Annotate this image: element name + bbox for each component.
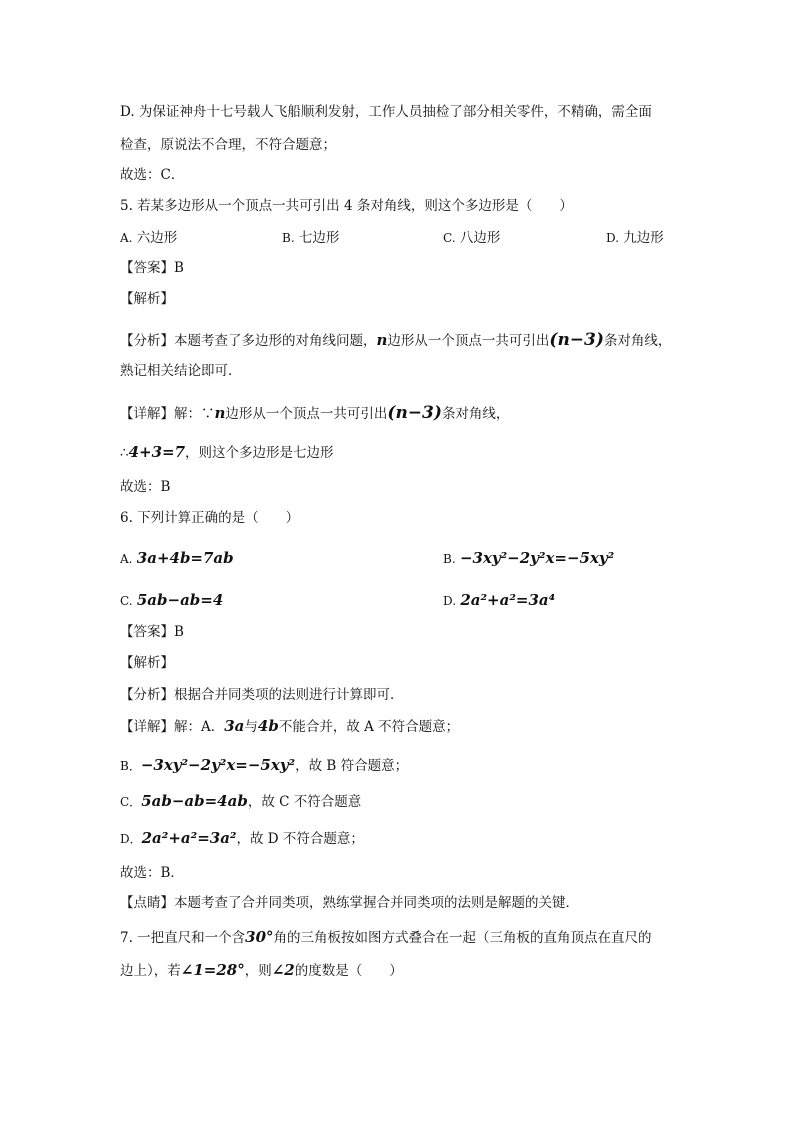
- q6-xiangjie-c: [120, 791, 361, 812]
- xiangjie-text: ，故 D 不符合题意；: [236, 831, 364, 847]
- math-expr: 4b: [257, 717, 279, 735]
- q7-text: ，则: [244, 963, 272, 979]
- math-expr: (n−3): [387, 403, 442, 423]
- q7-stem-line2: [120, 960, 403, 981]
- q5-analysis-title: 【解析】: [120, 291, 174, 307]
- xiangjie-text: ，故 C 不符合题意: [247, 794, 362, 810]
- q7-stem-line1: [120, 927, 652, 948]
- xiangjie-text: 【详解】解：∵: [120, 406, 215, 422]
- fenxi-text: 边形从一个顶点一共可引出: [387, 333, 550, 349]
- xiangjie-key: B．: [120, 759, 141, 773]
- option-text: 九边形: [623, 230, 664, 246]
- xiangjie-text: 【详解】解：A．: [120, 719, 225, 735]
- q6-option-a: [120, 548, 234, 569]
- q6-option-b: [443, 548, 614, 569]
- q6-fenxi: 【分析】根据合并同类项的法则进行计算即可．: [120, 687, 404, 703]
- therefore-symbol: ∴: [120, 445, 129, 461]
- q5-calc: [120, 442, 334, 463]
- math-expr: 2a²+a²=3a²: [141, 829, 237, 847]
- option-expr: −3xy²−2y²x=−5xy²: [459, 549, 615, 567]
- q6-xiangjie-d: [120, 828, 364, 849]
- xiangjie-text: 边形从一个顶点一共可引出: [225, 406, 388, 422]
- option-key: B.: [443, 552, 456, 566]
- q6-answer: 【答案】B: [120, 624, 184, 640]
- q5-fenxi-line2: 熟记相关结论即可．: [120, 363, 242, 379]
- q5-choice: 故选：B: [120, 479, 171, 495]
- xiangjie-text: 条对角线，: [441, 406, 510, 422]
- option-d-explanation-line2: 检查，原说法不合理，不符合题意；: [120, 137, 336, 153]
- q6-option-d: [443, 590, 555, 611]
- xiangjie-key: C．: [120, 795, 142, 809]
- option-key: B.: [282, 231, 295, 245]
- math-angle1: ∠1=28°: [180, 961, 245, 979]
- q6-analysis-title: 【解析】: [120, 655, 174, 671]
- option-key: D.: [443, 594, 457, 608]
- q7-text: 边上），若: [120, 963, 181, 979]
- q6-xiangjie-b: [120, 755, 408, 776]
- q5-option-a: [120, 228, 177, 248]
- xiangjie-text: 与: [244, 719, 258, 735]
- math-calc: 4+3=7: [128, 443, 186, 461]
- option-text: 六边形: [136, 230, 178, 246]
- option-expr: 2a²+a²=3a⁴: [460, 591, 556, 609]
- q5-fenxi: [120, 330, 671, 351]
- q5-option-b: [282, 228, 339, 248]
- math-expr: (n−3): [549, 330, 604, 350]
- math-angle2: ∠2: [271, 961, 295, 979]
- math-n: n: [214, 404, 226, 422]
- q6-option-c: [120, 590, 223, 611]
- option-expr: 3a+4b=7ab: [136, 549, 234, 567]
- option-text: 八边形: [459, 230, 501, 246]
- option-expr: 5ab−ab=4: [136, 591, 224, 609]
- option-key: A.: [120, 552, 133, 566]
- xiangjie-key: D．: [120, 832, 142, 846]
- q6-dianjing: 【点睛】本题考查了合并同类项，熟练掌握合并同类项的法则是解题的关键．: [120, 895, 579, 911]
- option-text: 七边形: [298, 230, 340, 246]
- option-key: D.: [606, 231, 620, 245]
- q6-stem: 6. 下列计算正确的是（ ）: [120, 510, 300, 526]
- q4-choice: 故选：C．: [120, 167, 185, 183]
- xiangjie-text: ，故 B 符合题意；: [295, 758, 409, 774]
- math-expr: 5ab−ab=4ab: [141, 792, 248, 810]
- math-expr: −3xy²−2y²x=−5xy²: [140, 756, 296, 774]
- option-d-explanation-line1: D. 为保证神舟十七号载人飞船顺利发射，工作人员抽检了部分相关零件，不精确，需全面: [120, 104, 652, 120]
- xiangjie-text: 不能合并，故 A 不符合题意；: [278, 719, 460, 735]
- q5-option-d: [606, 228, 664, 248]
- q5-option-c: [443, 228, 500, 248]
- q7-text: 角的三角板按如图方式叠合在一起（三角板的直角顶点在直尺的: [273, 930, 652, 946]
- math-expr: 3a: [224, 717, 245, 735]
- option-key: C.: [443, 231, 456, 245]
- q5-xiangjie: [120, 403, 509, 424]
- q7-text: 7. 一把直尺和一个含: [120, 930, 246, 946]
- q6-xiangjie-a: [120, 716, 459, 737]
- option-key: C.: [120, 594, 133, 608]
- math-n: n: [376, 331, 388, 349]
- q5-answer: 【答案】B: [120, 260, 184, 276]
- math-degree: 30°: [245, 928, 274, 946]
- fenxi-text: 【分析】本题考查了多边形的对角线问题，: [120, 333, 377, 349]
- q6-choice: 故选：B．: [120, 865, 184, 881]
- option-key: A.: [120, 231, 133, 245]
- calc-tail: ，则这个多边形是七边形: [185, 445, 334, 461]
- q7-text: 的度数是（ ）: [294, 963, 403, 979]
- fenxi-text: 条对角线，: [603, 333, 672, 349]
- q5-stem: 5. 若某多边形从一个顶点一共可引出 4 条对角线，则这个多边形是（ ）: [120, 198, 573, 214]
